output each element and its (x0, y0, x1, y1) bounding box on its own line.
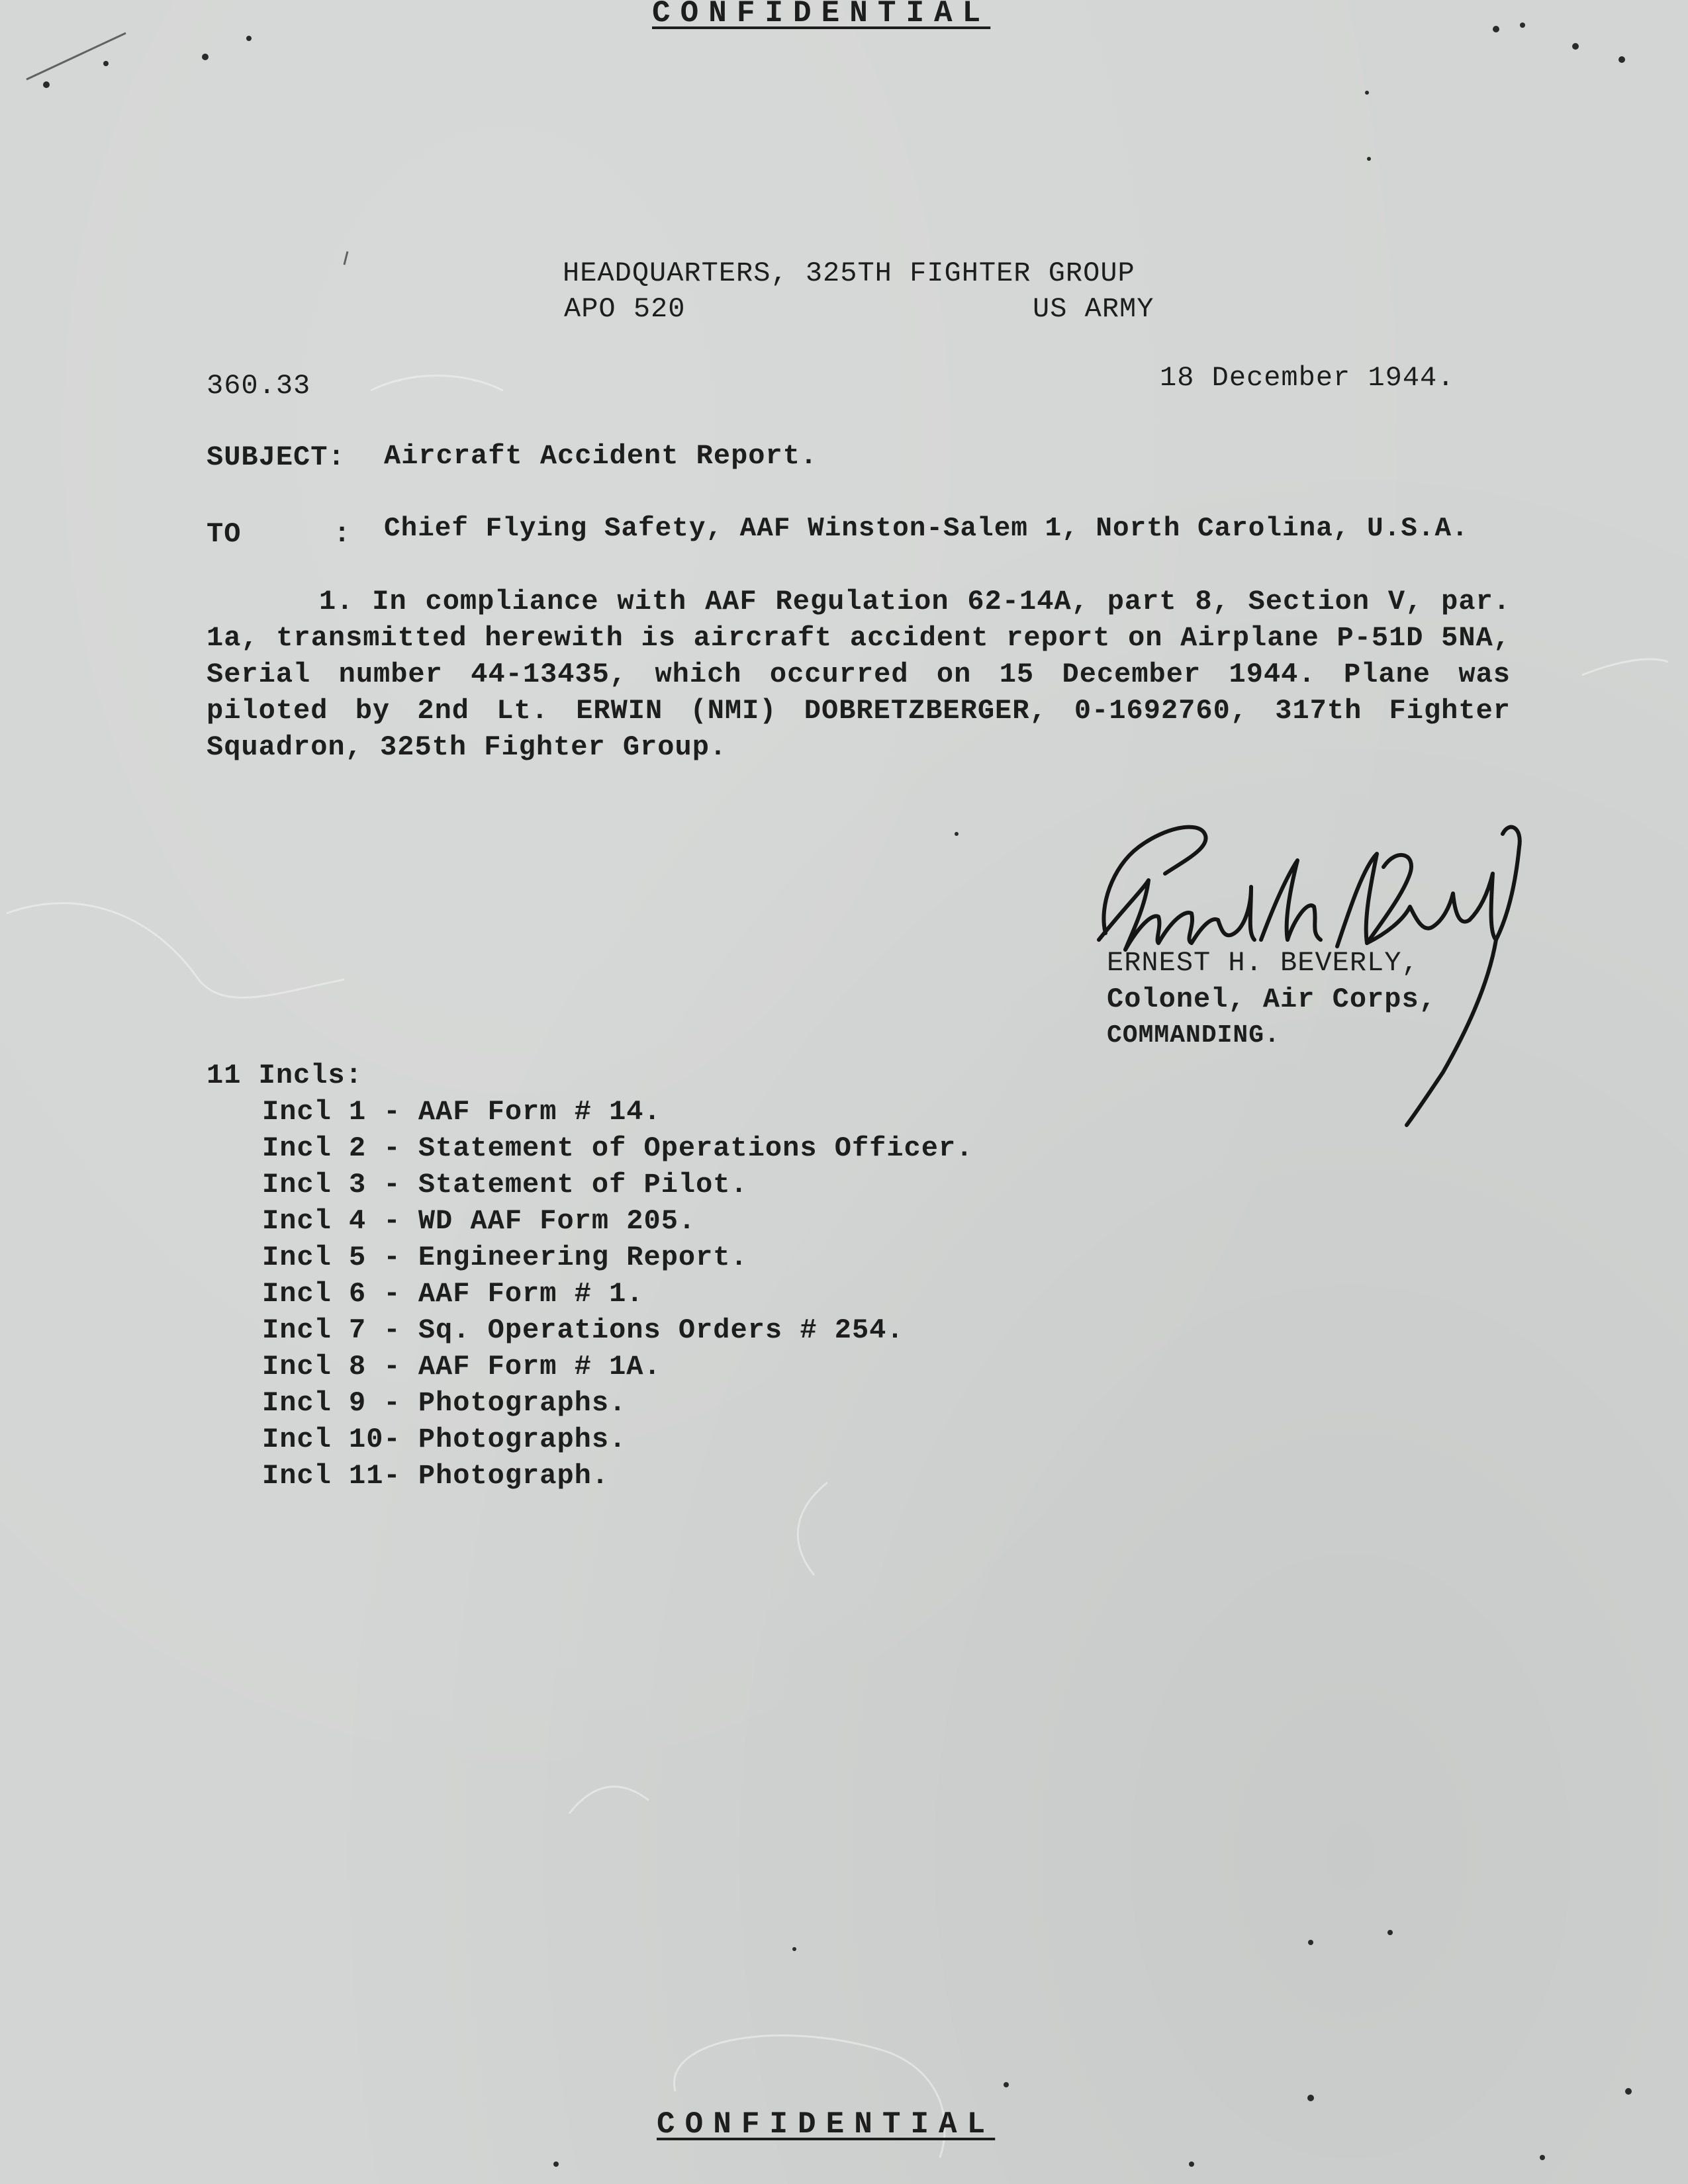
confidential-stamp-bottom: CONFIDENTIAL (657, 2107, 996, 2142)
body-paragraph-1: 1. In compliance with AAF Regulation 62-14A, part 8, Section V, par. 1a, transmitted herewith is aircraft accident report on Airplane P-51D 5NA, Serial number 44-13435, which occurred on 15 December 1944. Plane was piloted by 2nd Lt. ERWIN (NMI) DOBRETZBERGER, 0-1692760, 317th Fighter Squadron, 325th Fighter Group. (207, 586, 1511, 763)
inclosure-item: Incl 10- Photographs. (262, 1424, 627, 1455)
letterhead-organization: HEADQUARTERS, 325TH FIGHTER GROUP (563, 257, 1135, 289)
inclosure-heading: 11 Incls: (207, 1060, 363, 1091)
to-value: Chief Flying Safety, AAF Winston-Salem 1, North Carolina, U.S.A. (384, 514, 1469, 544)
letterhead-army: US ARMY (1033, 293, 1154, 325)
inclosure-item: Incl 1 - AAF Form # 14. (262, 1096, 661, 1128)
inclosure-item: Incl 4 - WD AAF Form 205. (262, 1205, 696, 1237)
inclosure-item: Incl 9 - Photographs. (262, 1387, 627, 1419)
inclosure-item: Incl 5 - Engineering Report. (262, 1242, 748, 1273)
signatory-name: ERNEST H. BEVERLY, (1107, 947, 1419, 979)
inclosure-item: Incl 6 - AAF Form # 1. (262, 1278, 644, 1310)
confidential-stamp-top: CONFIDENTIAL (652, 0, 991, 30)
inclosure-item: Incl 3 - Statement of Pilot. (262, 1169, 748, 1201)
inclosure-item: Incl 8 - AAF Form # 1A. (262, 1351, 661, 1383)
letterhead-apo: APO 520 (564, 293, 686, 325)
inclosure-item: Incl 7 - Sq. Operations Orders # 254. (262, 1314, 904, 1346)
signatory-rank: Colonel, Air Corps, (1107, 983, 1436, 1015)
subject-label: SUBJECT: (207, 441, 346, 473)
inclosure-list (207, 1058, 973, 1494)
subject-value: Aircraft Accident Report. (384, 440, 818, 472)
inclosure-item: Incl 11- Photograph. (262, 1460, 610, 1492)
file-number: 360.33 (207, 370, 311, 402)
letter-date: 18 December 1944. (1160, 362, 1455, 394)
inclosure-item: Incl 2 - Statement of Operations Officer. (262, 1132, 974, 1164)
to-label: TO (207, 518, 242, 550)
signatory-title: COMMANDING. (1107, 1021, 1280, 1050)
to-colon: : (334, 518, 352, 550)
